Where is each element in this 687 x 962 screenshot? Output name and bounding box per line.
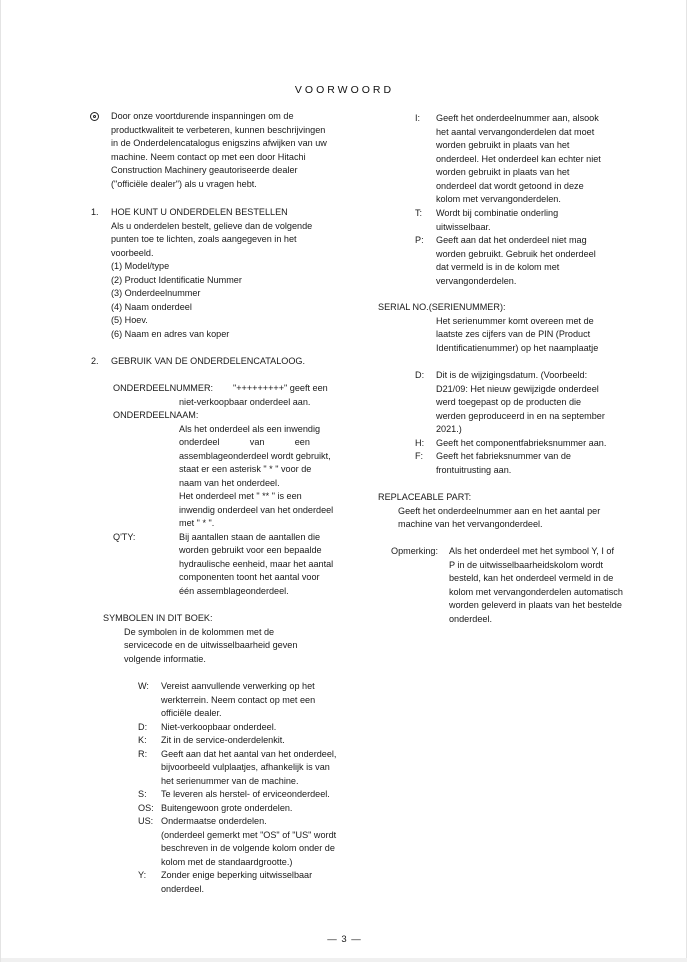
symbol-desc: worden gebruikt in plaats van het xyxy=(436,167,570,177)
symbol-desc: kolom met de standaardgrootte.) xyxy=(161,856,293,867)
symbol-desc: uitwisselbaar. xyxy=(436,221,491,232)
symbol-desc: Ondermaatse onderdelen. xyxy=(161,816,267,826)
serial-code: H: xyxy=(415,437,425,448)
part-name-desc xyxy=(179,423,343,531)
serial-code: F: xyxy=(415,451,424,461)
serial-desc: werden geproduceerd in en na september xyxy=(436,410,605,421)
part-name-line: staat er een asterisk " * " voor de xyxy=(179,464,312,474)
part-name-label: ONDERDEELNAAM: xyxy=(113,410,199,420)
remark-label: Opmerking: xyxy=(391,546,439,556)
symbol-desc: Geeft aan dat het aantal van het onderdeel, xyxy=(161,748,337,759)
remark-line: worden geleverd in plaats van het bestelde xyxy=(449,600,622,610)
part-name-line: naam van het onderdeel. xyxy=(179,477,280,488)
part-number-desc: niet-verkoopbaar onderdeel aan. xyxy=(179,396,311,407)
symbol-code: P: xyxy=(415,235,424,245)
symbol-desc: Zit in de service-onderdelenkit. xyxy=(161,735,285,745)
serial-desc: D21/09: Het nieuw gewijzigde onderdeel xyxy=(436,383,599,394)
qty-line: Bij aantallen staan de aantallen die xyxy=(179,531,321,542)
symbol-desc: officiële dealer. xyxy=(161,708,222,718)
intro-line: productkwaliteit te verbeteren, kunnen beschrijvingen xyxy=(111,124,326,135)
symbol-code: S: xyxy=(138,789,147,799)
page-number: — 3 — xyxy=(327,934,362,945)
symbols-intro: servicecode en de uitwisselbaarheid geven xyxy=(124,640,298,650)
section1-item: (4) Naam onderdeel xyxy=(111,301,192,312)
symbol-desc: Buitengewoon grote onderdelen. xyxy=(161,802,293,813)
symbols-intro: De symbolen in de kolommen met de xyxy=(124,626,275,637)
symbol-desc: Wordt bij combinatie onderling xyxy=(436,208,559,218)
section2-number: 2. xyxy=(91,356,99,366)
section1-item: (1) Model/type xyxy=(111,261,170,271)
symbol-code: D: xyxy=(138,721,148,732)
section1-item: (5) Hoev. xyxy=(111,315,148,325)
symbol-desc: Geeft aan dat het onderdeel niet mag xyxy=(436,235,587,245)
section1-line: punten toe te lichten, zoals aangegeven in het xyxy=(111,234,297,244)
page-title: VOORWOORD xyxy=(294,84,395,96)
symbol-desc: worden gebruikt in plaats van het xyxy=(436,140,570,150)
serial-desc: Dit is de wijzigingsdatum. (Voorbeeld: xyxy=(436,370,588,380)
symbol-desc: worden gebruikt. Gebruik het onderdeel xyxy=(436,248,596,259)
part-name-line: assemblageonderdeel wordt gebruikt, xyxy=(179,450,331,461)
symbol-desc: Zonder enige beperking uitwisselbaar xyxy=(161,870,313,880)
symbol-desc: Te leveren als herstel- of erviceonderdeel. xyxy=(161,789,330,799)
symbol-desc: het aantal vervangonderdelen dat moet xyxy=(436,126,595,137)
symbol-desc: onderdeel. xyxy=(161,883,204,894)
symbols-heading: SYMBOLEN IN DIT BOEK: xyxy=(103,613,213,623)
serial-heading: SERIAL NO.(SERIENUMMER): xyxy=(378,302,506,312)
symbol-desc: onderdeel dat wordt getoond in deze xyxy=(436,180,584,191)
symbol-code: OS: xyxy=(138,802,154,813)
section1-line: voorbeeld. xyxy=(111,247,154,258)
remark-line: kolom met vervangonderdelen automatisch xyxy=(449,586,623,597)
symbol-code: I: xyxy=(415,113,421,123)
symbol-code: R: xyxy=(138,748,148,759)
symbol-desc: Niet-verkoopbaar onderdeel. xyxy=(161,721,277,732)
intro-line: in de Onderdelencatalogus enigszins afwijken van uw xyxy=(111,138,327,148)
section2-heading: GEBRUIK VAN DE ONDERDELENCATALOOG. xyxy=(111,356,306,366)
page-bottom-edge xyxy=(1,958,687,962)
symbol-code: W: xyxy=(138,681,149,691)
symbol-desc: kolom met vervangonderdelen. xyxy=(436,194,561,204)
symbol-desc: (onderdeel gemerkt met "OS" of "US" wordt xyxy=(161,829,337,840)
remark-line: besteld, kan het onderdeel vermeld in de xyxy=(449,573,614,583)
symbol-code: T: xyxy=(415,208,423,218)
part-name-line: onderdeel van een xyxy=(179,437,310,447)
serial-code: D: xyxy=(415,370,425,380)
serial-line: laatste zes cijfers van de PIN (Product xyxy=(436,329,591,339)
qty-label: Q'TY: xyxy=(113,531,136,542)
symbol-desc: onderdeel. Het onderdeel kan echter niet xyxy=(436,153,601,164)
serial-desc: werd toegepast op de producten die xyxy=(436,397,582,407)
qty-line: één assemblageonderdeel. xyxy=(179,585,289,596)
symbol-code: Y: xyxy=(138,870,147,880)
symbols-intro: volgende informatie. xyxy=(124,653,206,664)
symbol-desc: Vereist aanvullende verwerking op het xyxy=(161,681,315,691)
intro-line: Construction Machinery geautoriseerde dealer xyxy=(111,165,298,175)
intro-line: Door onze voortdurende inspanningen om de xyxy=(111,111,294,121)
section1-item: (3) Onderdeelnummer xyxy=(111,288,201,298)
symbol-desc: bijvoorbeeld vulplaatjes, afhankelijk is van xyxy=(161,762,330,772)
serial-desc: Geeft het fabrieksnummer van de xyxy=(436,451,571,461)
part-name-line: met " * ". xyxy=(179,518,215,528)
symbol-desc: het serienummer van de machine. xyxy=(161,775,299,786)
part-name-line: inwendig onderdeel van het onderdeel xyxy=(179,504,334,515)
symbol-desc: werkterrein. Neem contact op met een xyxy=(161,694,316,705)
serial-desc: Geeft het componentfabrieksnummer aan. xyxy=(436,437,607,448)
part-number-label: ONDERDEELNUMMER: xyxy=(113,383,214,393)
symbol-desc: dat vermeld is in de kolom met xyxy=(436,262,560,272)
replaceable-heading: REPLACEABLE PART: xyxy=(378,492,472,502)
part-name-line: Het onderdeel met " ** " is een xyxy=(179,491,302,501)
replaceable-line: Geeft het onderdeelnummer aan en het aantal per xyxy=(398,505,601,516)
qty-line: worden gebruikt voor een bepaalde xyxy=(179,545,322,555)
remark-line: Als het onderdeel met het symbool Y, I of xyxy=(449,546,614,556)
qty-line: componenten toont het aantal voor xyxy=(179,572,320,582)
section1-heading: HOE KUNT U ONDERDELEN BESTELLEN xyxy=(111,207,288,217)
section1-item: (2) Product Identificatie Nummer xyxy=(111,274,242,285)
symbol-code: K: xyxy=(138,735,147,745)
section1-item: (6) Naam en adres van koper xyxy=(111,328,230,339)
symbol-desc: vervangonderdelen. xyxy=(436,275,517,286)
part-name-line: Als het onderdeel als een inwendig xyxy=(179,423,321,434)
double-circle-icon xyxy=(90,112,99,121)
serial-line: Identificatienummer) op het naamplaatje xyxy=(436,342,599,353)
remark-line: P in de uitwisselbaarheidskolom wordt xyxy=(449,559,603,570)
symbol-code: US: xyxy=(138,816,154,826)
section1-number: 1. xyxy=(91,207,99,217)
part-number-desc: "+++++++++" geeft een xyxy=(233,383,328,393)
serial-line: Het serienummer komt overeen met de xyxy=(436,315,594,326)
serial-desc: frontuitrusting aan. xyxy=(436,464,512,475)
section1-line: Als u onderdelen bestelt, gelieve dan de volgende xyxy=(111,220,313,231)
remark-line: onderdeel. xyxy=(449,613,492,624)
qty-line: hydraulische eenheid, maar het aantal xyxy=(179,558,334,569)
intro-line: ("officiële dealer") als u vragen hebt. xyxy=(111,178,257,189)
symbol-desc: Geeft het onderdeelnummer aan, alsook xyxy=(436,113,599,123)
symbol-desc: beschreven in de volgende kolom onder de xyxy=(161,843,335,853)
serial-desc: 2021.) xyxy=(436,424,462,434)
intro-line: machine. Neem contact op met een door Hitachi xyxy=(111,151,306,162)
intro-paragraph xyxy=(111,110,343,191)
replaceable-line: machine van het vervangonderdeel. xyxy=(398,519,543,529)
